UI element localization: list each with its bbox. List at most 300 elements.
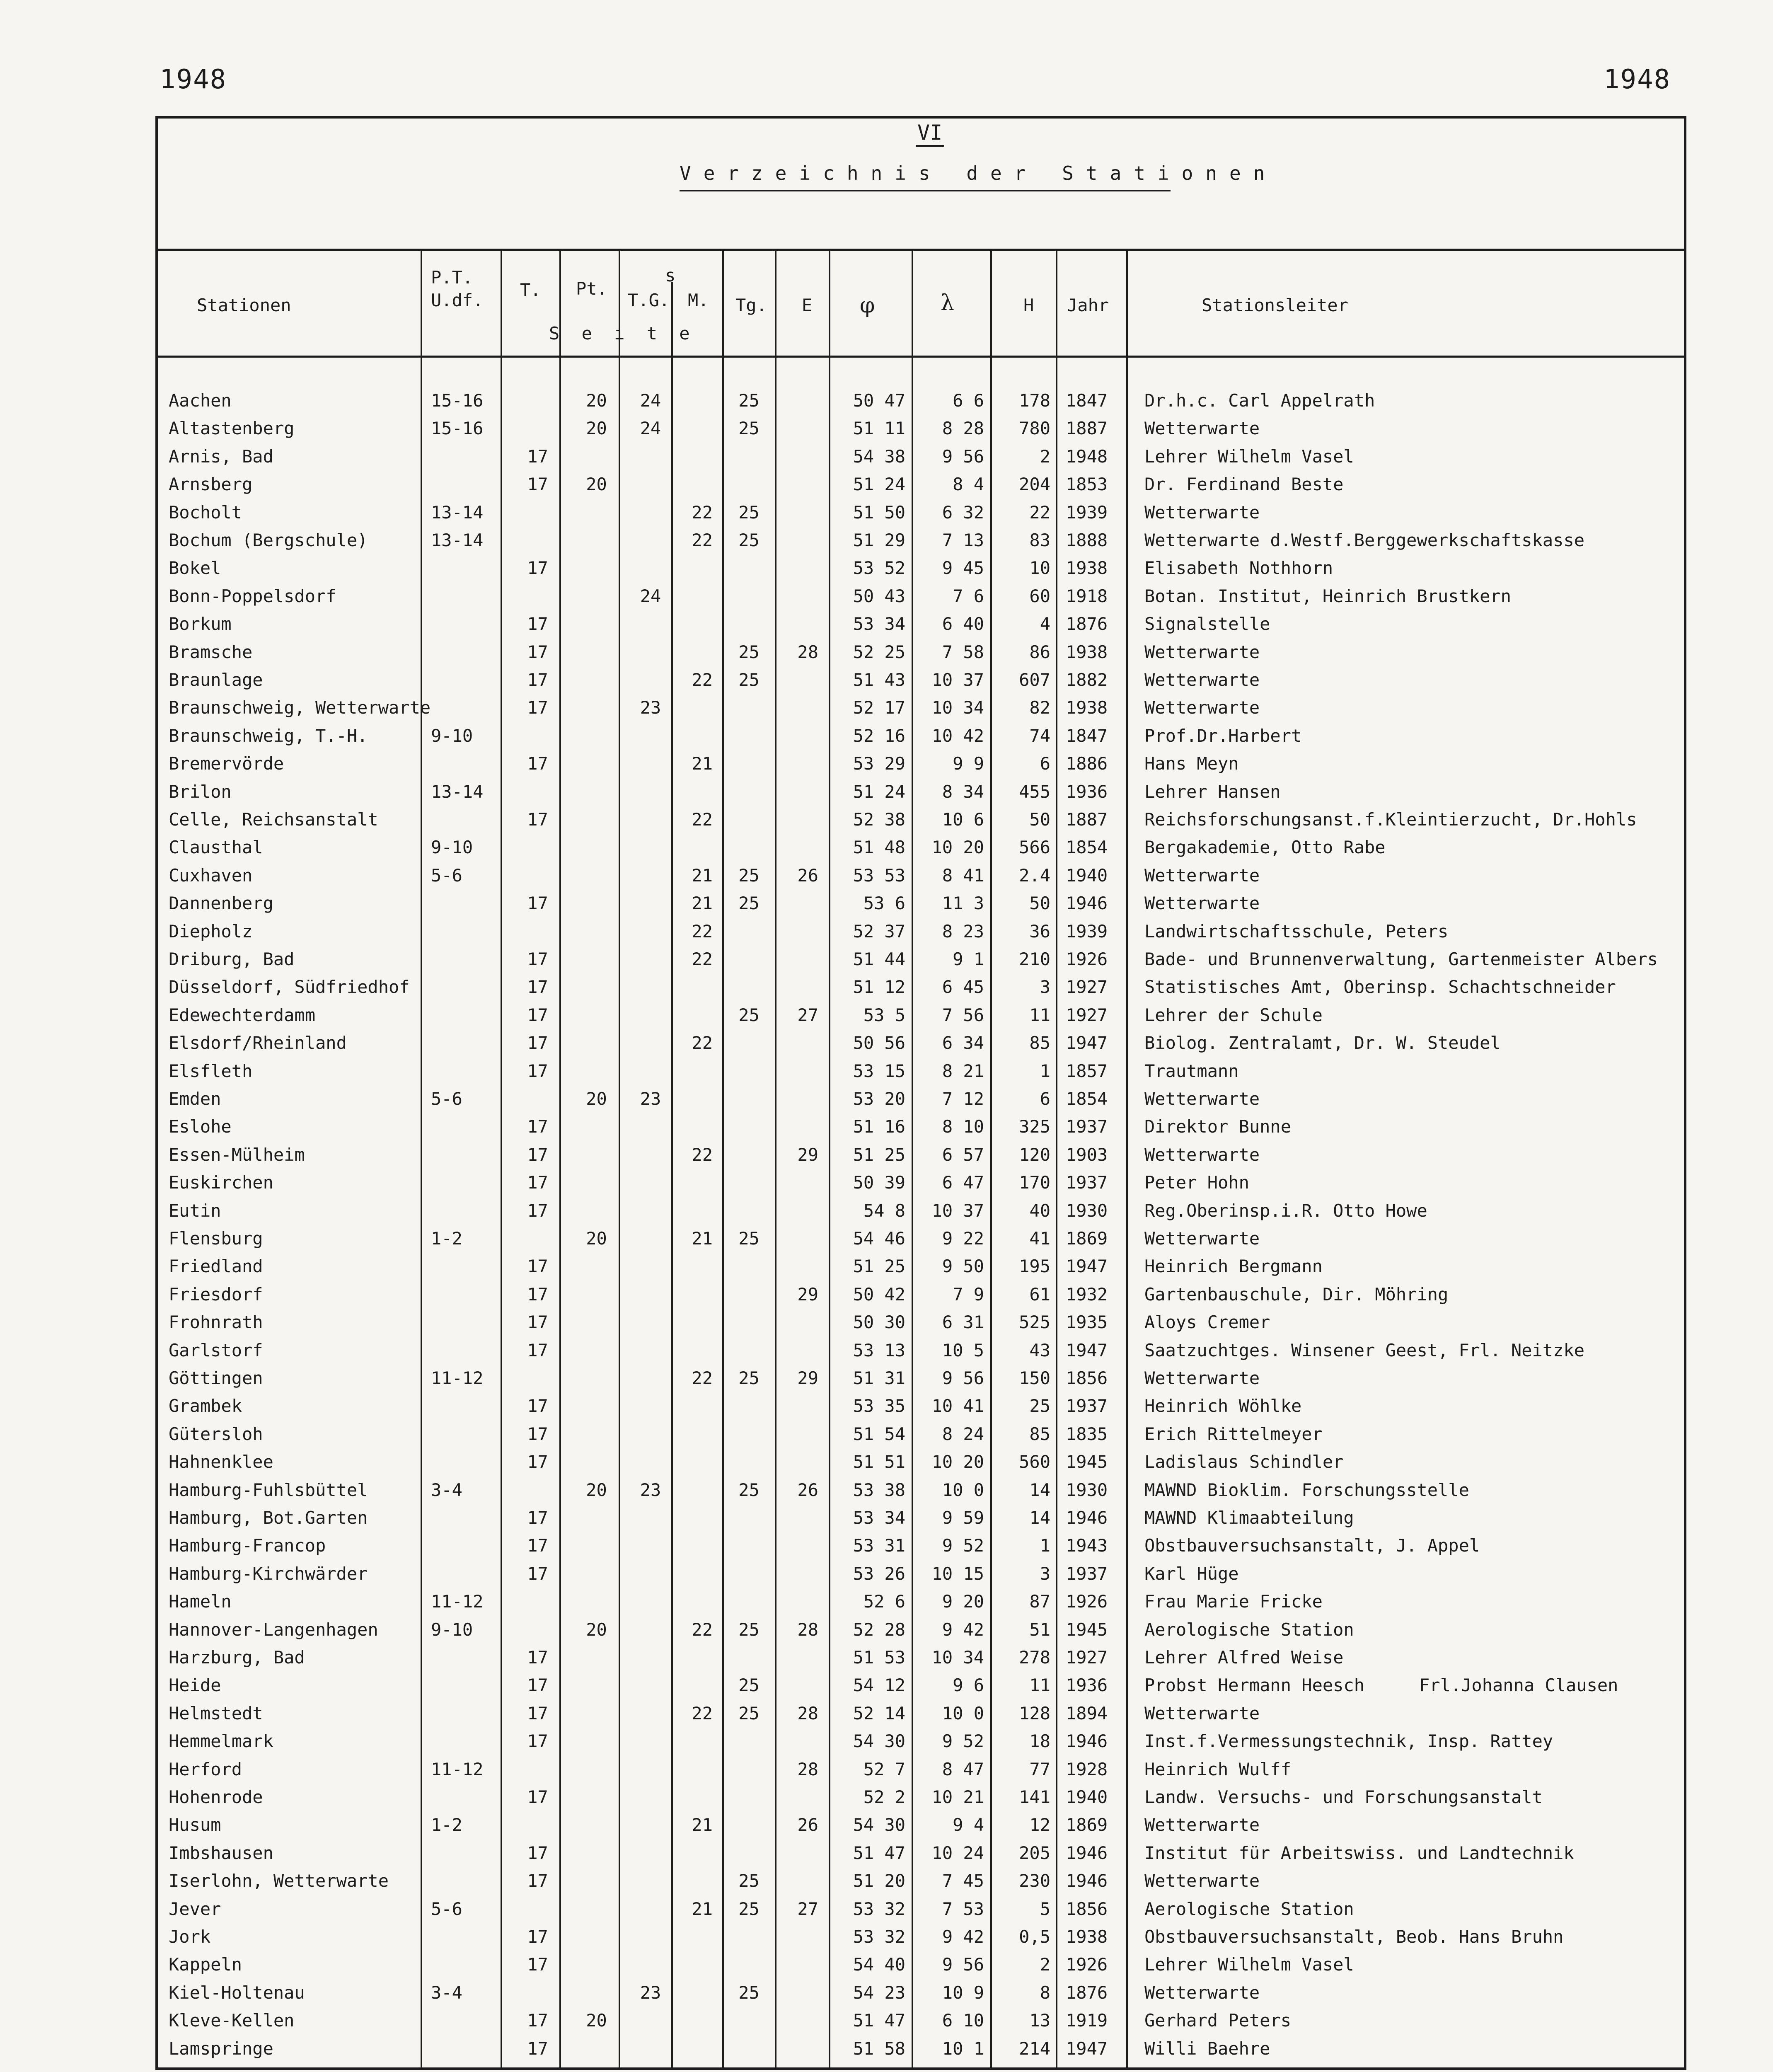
cell-h: 40 bbox=[1029, 1200, 1050, 1221]
header-tg: Tg. bbox=[735, 295, 767, 315]
cell-t: 17 bbox=[527, 1954, 548, 1975]
cell-h: 3 bbox=[1040, 977, 1050, 997]
cell-t: 17 bbox=[527, 1340, 548, 1360]
cell-h: 85 bbox=[1029, 1033, 1050, 1053]
cell-h: 50 bbox=[1029, 809, 1050, 830]
cell-pt-udf: 5-6 bbox=[431, 865, 462, 886]
header-t: T. bbox=[520, 280, 541, 300]
cell-station: Dannenberg bbox=[169, 893, 273, 914]
cell-h: 50 bbox=[1029, 893, 1050, 914]
cell-stationsleiter: MAWND Klimaabteilung bbox=[1144, 1508, 1354, 1528]
cell-phi: 53 31 bbox=[853, 1535, 905, 1556]
cell-jahr: 1928 bbox=[1066, 1759, 1108, 1779]
cell-h: 120 bbox=[1019, 1144, 1050, 1165]
cell-lambda: 9 6 bbox=[953, 1675, 984, 1696]
cell-t: 17 bbox=[527, 1452, 548, 1472]
cell-stationsleiter: Gerhard Peters bbox=[1144, 2010, 1292, 2031]
cell-h: 41 bbox=[1029, 1228, 1050, 1249]
table-row bbox=[155, 1476, 1686, 1504]
cell-station: Kappeln bbox=[169, 1954, 242, 1975]
cell-lambda: 9 50 bbox=[942, 1256, 984, 1277]
cell-jahr: 1927 bbox=[1066, 1005, 1108, 1025]
cell-jahr: 1887 bbox=[1066, 809, 1108, 830]
cell-station: Arnis, Bad bbox=[169, 446, 273, 467]
cell-jahr: 1926 bbox=[1066, 949, 1108, 969]
cell-phi: 54 12 bbox=[853, 1675, 905, 1696]
table-row bbox=[155, 1448, 1686, 1476]
table-row bbox=[155, 778, 1686, 806]
cell-station: Kleve-Kellen bbox=[169, 2010, 295, 2031]
table-row bbox=[155, 806, 1686, 833]
cell-stationsleiter: Wetterwarte d.Westf.Berggewerkschaftskasse bbox=[1144, 530, 1585, 550]
cell-pt: 20 bbox=[586, 2010, 607, 2031]
cell-t: 17 bbox=[527, 1675, 548, 1696]
cell-station: Aachen bbox=[169, 390, 232, 411]
cell-station: Hamburg-Francop bbox=[169, 1535, 326, 1556]
cell-tg: 25 bbox=[738, 1982, 760, 2003]
cell-phi: 51 47 bbox=[853, 2010, 905, 2031]
header-top-rule bbox=[155, 249, 1686, 251]
cell-t: 17 bbox=[527, 1312, 548, 1333]
cell-lambda: 6 57 bbox=[942, 1144, 984, 1165]
table-row bbox=[155, 470, 1686, 498]
cell-lambda: 6 40 bbox=[942, 614, 984, 634]
table-row bbox=[155, 2007, 1686, 2034]
cell-h: 36 bbox=[1029, 921, 1050, 942]
cell-stationsleiter: Lehrer der Schule bbox=[1144, 1005, 1323, 1025]
cell-phi: 53 13 bbox=[853, 1340, 905, 1360]
cell-h: 170 bbox=[1019, 1172, 1050, 1193]
cell-tg: 25 bbox=[738, 1368, 760, 1388]
cell-jahr: 1835 bbox=[1066, 1423, 1108, 1444]
table-row bbox=[155, 1197, 1686, 1225]
cell-h: 230 bbox=[1019, 1871, 1050, 1891]
table-row bbox=[155, 526, 1686, 554]
cell-t: 17 bbox=[527, 1842, 548, 1863]
cell-jahr: 1926 bbox=[1066, 1591, 1108, 1612]
cell-pt-udf: 13-14 bbox=[431, 781, 484, 802]
cell-h: 10 bbox=[1029, 558, 1050, 579]
cell-station: Friesdorf bbox=[169, 1284, 263, 1305]
cell-station: Edewechterdamm bbox=[169, 1005, 316, 1025]
cell-jahr: 1918 bbox=[1066, 586, 1108, 606]
cell-jahr: 1869 bbox=[1066, 1815, 1108, 1835]
cell-jahr: 1936 bbox=[1066, 781, 1108, 802]
cell-jahr: 1937 bbox=[1066, 1172, 1108, 1193]
table-row bbox=[155, 1113, 1686, 1140]
cell-tg: 25 bbox=[738, 1005, 760, 1025]
table-row bbox=[155, 1755, 1686, 1783]
cell-jahr: 1940 bbox=[1066, 1787, 1108, 1807]
cell-m: 22 bbox=[692, 1144, 713, 1165]
cell-pt: 20 bbox=[586, 1479, 607, 1500]
table-row bbox=[155, 1308, 1686, 1336]
cell-pt-udf: 5-6 bbox=[431, 1898, 462, 1919]
cell-phi: 51 44 bbox=[853, 949, 905, 969]
cell-stationsleiter: Saatzuchtges. Winsener Geest, Frl. Neitzke bbox=[1144, 1340, 1585, 1360]
cell-t: 17 bbox=[527, 1423, 548, 1444]
cell-stationsleiter: Erich Rittelmeyer bbox=[1144, 1423, 1323, 1444]
cell-station: Flensburg bbox=[169, 1228, 263, 1249]
cell-t: 17 bbox=[527, 1200, 548, 1221]
cell-lambda: 6 32 bbox=[942, 502, 984, 523]
cell-lambda: 10 21 bbox=[931, 1787, 984, 1807]
cell-h: 2 bbox=[1040, 446, 1050, 467]
cell-jahr: 1882 bbox=[1066, 670, 1108, 690]
cell-station: Braunschweig, T.-H. bbox=[169, 725, 368, 746]
cell-tg-obs: 23 bbox=[640, 1089, 661, 1109]
cell-lambda: 9 42 bbox=[942, 1619, 984, 1640]
cell-station: Grambek bbox=[169, 1396, 242, 1416]
cell-lambda: 8 21 bbox=[942, 1060, 984, 1081]
cell-pt-udf: 13-14 bbox=[431, 502, 484, 523]
cell-phi: 54 40 bbox=[853, 1954, 905, 1975]
cell-e: 26 bbox=[797, 1815, 818, 1835]
cell-station: Braunschweig, Wetterwarte bbox=[169, 697, 431, 718]
cell-t: 17 bbox=[527, 1787, 548, 1807]
table-row bbox=[155, 1392, 1686, 1420]
cell-pt-udf: 3-4 bbox=[431, 1479, 462, 1500]
cell-lambda: 6 47 bbox=[942, 1172, 984, 1193]
cell-jahr: 1939 bbox=[1066, 502, 1108, 523]
cell-pt-udf: 3-4 bbox=[431, 1982, 462, 2003]
cell-station: Brilon bbox=[169, 781, 232, 802]
table-row bbox=[155, 1252, 1686, 1280]
cell-stationsleiter: Botan. Institut, Heinrich Brustkern bbox=[1144, 586, 1512, 606]
cell-h: 150 bbox=[1019, 1368, 1050, 1388]
cell-h: 18 bbox=[1029, 1731, 1050, 1752]
cell-h: 205 bbox=[1019, 1842, 1050, 1863]
cell-lambda: 9 56 bbox=[942, 1954, 984, 1975]
cell-jahr: 1937 bbox=[1066, 1396, 1108, 1416]
cell-t: 17 bbox=[527, 697, 548, 718]
cell-lambda: 10 34 bbox=[931, 1647, 984, 1668]
cell-lambda: 6 31 bbox=[942, 1312, 984, 1333]
cell-phi: 53 34 bbox=[853, 614, 905, 634]
cell-h: 780 bbox=[1019, 418, 1050, 439]
cell-jahr: 1937 bbox=[1066, 1116, 1108, 1137]
cell-tg-obs: 24 bbox=[640, 418, 661, 439]
cell-tg: 25 bbox=[738, 1871, 760, 1891]
cell-lambda: 6 45 bbox=[942, 977, 984, 997]
cell-t: 17 bbox=[527, 474, 548, 495]
cell-phi: 51 51 bbox=[853, 1452, 905, 1472]
cell-stationsleiter: Wetterwarte bbox=[1144, 1368, 1260, 1388]
cell-lambda: 10 42 bbox=[931, 725, 984, 746]
cell-stationsleiter: Lehrer Hansen bbox=[1144, 781, 1281, 802]
cell-phi: 53 35 bbox=[853, 1396, 905, 1416]
cell-stationsleiter: Lehrer Alfred Weise bbox=[1144, 1647, 1344, 1668]
cell-stationsleiter: Bade- und Brunnenverwaltung, Gartenmeister Albers bbox=[1144, 949, 1658, 969]
cell-jahr: 1857 bbox=[1066, 1060, 1108, 1081]
cell-phi: 51 31 bbox=[853, 1368, 905, 1388]
cell-h: 13 bbox=[1029, 2010, 1050, 2031]
title-underline bbox=[680, 190, 1171, 191]
cell-m: 21 bbox=[692, 865, 713, 886]
cell-stationsleiter: MAWND Bioklim. Forschungsstelle bbox=[1144, 1479, 1469, 1500]
cell-jahr: 1856 bbox=[1066, 1898, 1108, 1919]
cell-e: 28 bbox=[797, 1703, 818, 1723]
cell-stationsleiter: Probst Hermann Heesch bbox=[1144, 1675, 1365, 1696]
cell-jahr: 1938 bbox=[1066, 1927, 1108, 1947]
cell-phi: 50 56 bbox=[853, 1033, 905, 1053]
cell-h: 2 bbox=[1040, 1954, 1050, 1975]
cell-jahr: 1945 bbox=[1066, 1619, 1108, 1640]
cell-h: 455 bbox=[1019, 781, 1050, 802]
cell-lambda: 9 22 bbox=[942, 1228, 984, 1249]
cell-stationsleiter: Trautmann bbox=[1144, 1060, 1239, 1081]
cell-station: Hamburg, Bot.Garten bbox=[169, 1508, 368, 1528]
cell-t: 17 bbox=[527, 977, 548, 997]
page-title: Verzeichnis der Stationen bbox=[680, 162, 1277, 184]
cell-lambda: 7 58 bbox=[942, 641, 984, 662]
cell-phi: 51 54 bbox=[853, 1423, 905, 1444]
cell-lambda: 9 56 bbox=[942, 1368, 984, 1388]
section-number: VI bbox=[916, 120, 944, 147]
cell-h: 1 bbox=[1040, 1060, 1050, 1081]
cell-lambda: 9 59 bbox=[942, 1508, 984, 1528]
cell-phi: 51 43 bbox=[853, 670, 905, 690]
cell-t: 17 bbox=[527, 1144, 548, 1165]
cell-jahr: 1903 bbox=[1066, 1144, 1108, 1165]
cell-phi: 53 32 bbox=[853, 1898, 905, 1919]
cell-h: 2.4 bbox=[1019, 865, 1050, 886]
cell-jahr: 1888 bbox=[1066, 530, 1108, 550]
table-row bbox=[155, 917, 1686, 945]
cell-lambda: 10 9 bbox=[942, 1982, 984, 2003]
cell-t: 17 bbox=[527, 1927, 548, 1947]
cell-h: 60 bbox=[1029, 586, 1050, 606]
cell-tg: 25 bbox=[738, 865, 760, 886]
cell-station: Eslohe bbox=[169, 1116, 232, 1137]
cell-t: 17 bbox=[527, 1005, 548, 1025]
cell-stationsleiter: Heinrich Wöhlke bbox=[1144, 1396, 1302, 1416]
cell-pt-udf: 9-10 bbox=[431, 725, 473, 746]
table-row bbox=[155, 1839, 1686, 1867]
cell-stationsleiter: Wetterwarte bbox=[1144, 893, 1260, 914]
cell-phi: 50 42 bbox=[853, 1284, 905, 1305]
cell-tg-obs: 24 bbox=[640, 586, 661, 606]
cell-lambda: 8 28 bbox=[942, 418, 984, 439]
cell-lambda: 7 56 bbox=[942, 1005, 984, 1025]
cell-t: 17 bbox=[527, 1116, 548, 1137]
cell-station: Diepholz bbox=[169, 921, 253, 942]
cell-lambda: 9 20 bbox=[942, 1591, 984, 1612]
cell-h: 85 bbox=[1029, 1423, 1050, 1444]
year-right: 1948 bbox=[1604, 64, 1671, 95]
cell-h: 560 bbox=[1019, 1452, 1050, 1472]
cell-h: 3 bbox=[1040, 1563, 1050, 1584]
cell-jahr: 1947 bbox=[1066, 2038, 1108, 2059]
header-s: s bbox=[665, 265, 676, 286]
cell-lambda: 10 37 bbox=[931, 1200, 984, 1221]
cell-t: 17 bbox=[527, 641, 548, 662]
cell-pt: 20 bbox=[586, 1089, 607, 1109]
cell-phi: 51 53 bbox=[853, 1647, 905, 1668]
cell-h: 210 bbox=[1019, 949, 1050, 969]
cell-lambda: 9 52 bbox=[942, 1731, 984, 1752]
cell-stationsleiter: Wetterwarte bbox=[1144, 1815, 1260, 1835]
cell-phi: 54 8 bbox=[863, 1200, 905, 1221]
cell-pt: 20 bbox=[586, 1619, 607, 1640]
table-row bbox=[155, 973, 1686, 1001]
cell-lambda: 9 56 bbox=[942, 446, 984, 467]
cell-station: Garlstorf bbox=[169, 1340, 263, 1360]
cell-station: Eutin bbox=[169, 1200, 221, 1221]
cell-stationsleiter: Dr. Ferdinand Beste bbox=[1144, 474, 1344, 495]
cell-h: 22 bbox=[1029, 502, 1050, 523]
cell-lambda: 11 3 bbox=[942, 893, 984, 914]
cell-phi: 52 14 bbox=[853, 1703, 905, 1723]
cell-h: 87 bbox=[1029, 1591, 1050, 1612]
cell-h: 5 bbox=[1040, 1898, 1050, 1919]
cell-jahr: 1919 bbox=[1066, 2010, 1108, 2031]
cell-m: 21 bbox=[692, 753, 713, 774]
table-row bbox=[155, 610, 1686, 638]
table-row bbox=[155, 750, 1686, 777]
cell-h: 43 bbox=[1029, 1340, 1050, 1360]
cell-tg: 25 bbox=[738, 670, 760, 690]
cell-t: 17 bbox=[527, 1033, 548, 1053]
cell-jahr: 1876 bbox=[1066, 614, 1108, 634]
cell-phi: 51 48 bbox=[853, 837, 905, 858]
table-row bbox=[155, 387, 1686, 414]
cell-tg-obs: 23 bbox=[640, 697, 661, 718]
cell-stationsleiter: Wetterwarte bbox=[1144, 1089, 1260, 1109]
cell-t: 17 bbox=[527, 1172, 548, 1193]
cell-station: Jever bbox=[169, 1898, 221, 1919]
cell-pt: 20 bbox=[586, 390, 607, 411]
cell-lambda: 9 52 bbox=[942, 1535, 984, 1556]
cell-e: 26 bbox=[797, 865, 818, 886]
cell-stationsleiter: Elisabeth Nothhorn bbox=[1144, 558, 1333, 579]
cell-station: Bramsche bbox=[169, 641, 253, 662]
cell-phi: 51 20 bbox=[853, 1871, 905, 1891]
cell-m: 22 bbox=[692, 1619, 713, 1640]
cell-h: 6 bbox=[1040, 753, 1050, 774]
cell-tg: 25 bbox=[738, 1479, 760, 1500]
table-row bbox=[155, 1280, 1686, 1308]
cell-phi: 52 6 bbox=[863, 1591, 905, 1612]
cell-lambda: 8 4 bbox=[953, 474, 984, 495]
cell-phi: 53 20 bbox=[853, 1089, 905, 1109]
cell-phi: 53 34 bbox=[853, 1508, 905, 1528]
cell-m: 21 bbox=[692, 1898, 713, 1919]
cell-jahr: 1947 bbox=[1066, 1340, 1108, 1360]
cell-station: Bonn-Poppelsdorf bbox=[169, 586, 336, 606]
cell-station: Husum bbox=[169, 1815, 221, 1835]
cell-phi: 50 39 bbox=[853, 1172, 905, 1193]
cell-e: 29 bbox=[797, 1144, 818, 1165]
cell-stationsleiter: Obstbauversuchsanstalt, J. Appel bbox=[1144, 1535, 1480, 1556]
cell-h: 214 bbox=[1019, 2038, 1050, 2059]
cell-pt-udf: 15-16 bbox=[431, 390, 484, 411]
cell-lambda: 9 4 bbox=[953, 1815, 984, 1835]
cell-station: Hemmelmark bbox=[169, 1731, 273, 1752]
cell-station: Altastenberg bbox=[169, 418, 295, 439]
cell-lambda: 6 10 bbox=[942, 2010, 984, 2031]
cell-lambda: 9 42 bbox=[942, 1927, 984, 1947]
cell-lambda: 7 45 bbox=[942, 1871, 984, 1891]
table-row bbox=[155, 1141, 1686, 1169]
cell-stationsleiter: Landwirtschaftsschule, Peters bbox=[1144, 921, 1449, 942]
cell-phi: 52 28 bbox=[853, 1619, 905, 1640]
cell-stationsleiter: Wetterwarte bbox=[1144, 865, 1260, 886]
cell-phi: 51 50 bbox=[853, 502, 905, 523]
cell-pt-udf: 15-16 bbox=[431, 418, 484, 439]
header-seite: S e i t e bbox=[549, 323, 696, 344]
cell-lambda: 6 34 bbox=[942, 1033, 984, 1053]
cell-m: 21 bbox=[692, 1228, 713, 1249]
cell-stationsleiter: Landw. Versuchs- und Forschungsanstalt bbox=[1144, 1787, 1543, 1807]
cell-station: Celle, Reichsanstalt bbox=[169, 809, 378, 830]
cell-stationsleiter: Prof.Dr.Harbert bbox=[1144, 725, 1302, 746]
cell-stationsleiter: Direktor Bunne bbox=[1144, 1116, 1292, 1137]
cell-stationsleiter: Aloys Cremer bbox=[1144, 1312, 1270, 1333]
cell-stationsleiter: Reg.Oberinsp.i.R. Otto Howe bbox=[1144, 1200, 1427, 1221]
cell-stationsleiter: Wetterwarte bbox=[1144, 1982, 1260, 2003]
cell-tg-obs: 23 bbox=[640, 1479, 661, 1500]
cell-jahr: 1854 bbox=[1066, 837, 1108, 858]
header-stationsleiter: Stationsleiter bbox=[1202, 295, 1349, 315]
cell-lambda: 10 0 bbox=[942, 1479, 984, 1500]
cell-h: 195 bbox=[1019, 1256, 1050, 1277]
year-left: 1948 bbox=[160, 64, 227, 95]
table-row bbox=[155, 889, 1686, 917]
cell-lambda: 8 47 bbox=[942, 1759, 984, 1779]
cell-stationsleiter: Wetterwarte bbox=[1144, 1144, 1260, 1165]
cell-e: 29 bbox=[797, 1368, 818, 1388]
table-row bbox=[155, 694, 1686, 721]
cell-tg: 25 bbox=[738, 1619, 760, 1640]
cell-pt-udf: 9-10 bbox=[431, 837, 473, 858]
cell-t: 17 bbox=[527, 1284, 548, 1305]
cell-phi: 52 37 bbox=[853, 921, 905, 942]
cell-h: 325 bbox=[1019, 1116, 1050, 1137]
cell-t: 17 bbox=[527, 1703, 548, 1723]
table-row bbox=[155, 862, 1686, 889]
cell-station: Elsfleth bbox=[169, 1060, 253, 1081]
table-row bbox=[155, 833, 1686, 861]
header-h: H bbox=[1023, 295, 1034, 315]
cell-pt: 20 bbox=[586, 1228, 607, 1249]
cell-station: Helmstedt bbox=[169, 1703, 263, 1723]
cell-jahr: 1932 bbox=[1066, 1284, 1108, 1305]
cell-stationsleiter: Inst.f.Vermessungstechnik, Insp. Rattey bbox=[1144, 1731, 1553, 1752]
cell-station: Imbshausen bbox=[169, 1842, 273, 1863]
header-pt: Pt. bbox=[576, 278, 607, 299]
cell-h: 128 bbox=[1019, 1703, 1050, 1723]
cell-t: 17 bbox=[527, 809, 548, 830]
cell-stationsleiter: Wetterwarte bbox=[1144, 1871, 1260, 1891]
cell-jahr: 1945 bbox=[1066, 1452, 1108, 1472]
cell-stationsleiter: Aerologische Station bbox=[1144, 1898, 1354, 1919]
cell-station: Bochum (Bergschule) bbox=[169, 530, 368, 550]
cell-station: Göttingen bbox=[169, 1368, 263, 1388]
cell-lambda: 10 41 bbox=[931, 1396, 984, 1416]
cell-station: Düsseldorf, Südfriedhof bbox=[169, 977, 410, 997]
cell-lambda: 10 6 bbox=[942, 809, 984, 830]
cell-stationsleiter: Bergakademie, Otto Rabe bbox=[1144, 837, 1386, 858]
cell-h: 141 bbox=[1019, 1787, 1050, 1807]
cell-jahr: 1947 bbox=[1066, 1256, 1108, 1277]
cell-h: 83 bbox=[1029, 530, 1050, 550]
cell-stationsleiter: Obstbauversuchsanstalt, Beob. Hans Bruhn bbox=[1144, 1927, 1564, 1947]
cell-h: 86 bbox=[1029, 641, 1050, 662]
cell-station: Essen-Mülheim bbox=[169, 1144, 305, 1165]
cell-h: 204 bbox=[1019, 474, 1050, 495]
cell-phi: 53 53 bbox=[853, 865, 905, 886]
